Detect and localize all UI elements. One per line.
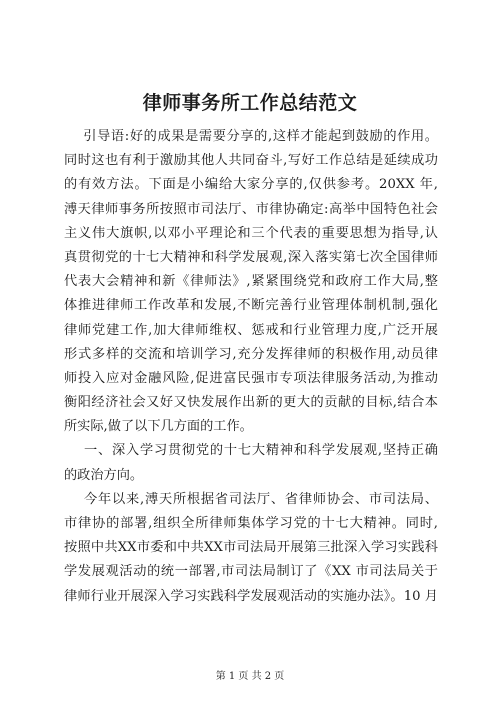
body-line: 市律协的部署,组织全所律师集体学习党的十七大精神。同时,: [64, 516, 438, 531]
body-line: 律师党建工作,加大律师维权、惩戒和行业管理力度,广泛开展: [64, 322, 438, 338]
body-line: 的有效方法。下面是小编给大家分享的,仅供参考。20XX 年,: [64, 177, 438, 193]
body-line: 真贯彻党的十七大精神和科学发展观,深入落实第七次全国律师: [64, 249, 438, 265]
section-heading-line: 的政治方向。: [64, 467, 144, 483]
body-line: 溥天律师事务所按照市司法厅、市律协确定:高举中国特色社会: [64, 201, 438, 217]
body-line: 按照中共XX市委和中共XX市司法局开展第三批深入学习实践科: [64, 540, 438, 556]
page-number-footer: 第 1 页 共 2 页: [215, 671, 285, 682]
body-line: 代表大会精神和新《律师法》,紧紧围绕党和政府工作大局,整: [64, 274, 438, 290]
document-title: 律师事务所工作总结范文: [142, 92, 358, 114]
section-heading-line: 一、深入学习贯彻党的十七大精神和科学发展观,坚持正确: [64, 443, 438, 459]
body-line: 形式多样的交流和培训学习,充分发挥律师的积极作用,动员律: [64, 346, 438, 362]
document-body: [64, 125, 438, 609]
body-line: 律师行业开展深入学习实践科学发展观活动的实施办法》。10 月: [64, 588, 438, 604]
body-line: 同时这也有利于激励其他人共同奋斗,写好工作总结是延续成功: [64, 153, 438, 169]
body-line: 主义伟大旗帜,以邓小平理论和三个代表的重要思想为指导,认: [64, 225, 438, 241]
body-line: 师投入应对金融风险,促进富民强市专项法律服务活动,为推动: [64, 370, 438, 386]
body-line: 体推进律师工作改革和发展,不断完善行业管理体制机制,强化: [64, 298, 438, 314]
body-line: 衡阳经济社会又好又快发展作出新的更大的贡献的目标,结合本: [64, 395, 438, 411]
body-line: 所实际,做了以下几方面的工作。: [64, 419, 253, 435]
body-line: 学发展观活动的统一部署,市司法局制订了《XX 市司法局关于: [64, 564, 438, 580]
body-line: 引导语:好的成果是需要分享的,这样才能起到鼓励的作用。: [64, 129, 438, 144]
body-line: 今年以来,溥天所根据省司法厅、省律师协会、市司法局、: [64, 491, 438, 507]
